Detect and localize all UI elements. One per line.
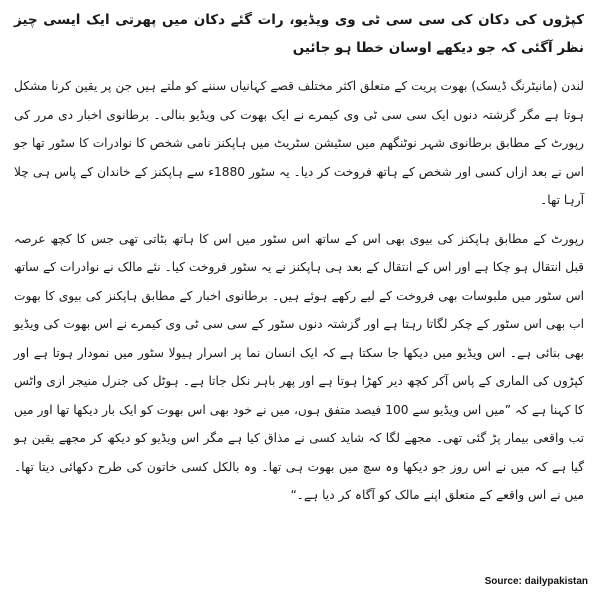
- article: [14, 6, 584, 520]
- article-paragraph-2: رپورٹ کے مطابق ہاپکنز کی بیوی بھی اس کے ساتھ اس سٹور میں اس کا ہاتھ بٹاتی تھی جس کا کچھ عرصہ قبل انتقال ہو چکا ہے اور اس کے انتقال کے بعد ہی ہاپکنز نے یہ سٹور فروخت کیا۔ نئے مالک نے نوادرات کے ساتھ اس سٹور میں ملبوسات بھی فروخت کے لیے رکھے ہوئے ہیں۔ برطانوی اخبار کے مطابق ہاپکنز کی بیوی کا بھوت اب بھی اس سٹور کے چکر لگاتا رہتا ہے اور گزشتہ دنوں سٹور کے سی سی ٹی وی کیمرے نے اس بھوت کی ویڈیو بھی بنائی ہے۔ اس ویڈیو میں دیکھا جا سکتا ہے کہ ایک انسان نما پر اسرار ہیولا سٹور میں نمودار ہوتا ہے اور کپڑوں کی الماری کے پاس آکر کچھ دیر کھڑا ہوتا ہے اور پھر باہر نکل جاتا ہے۔ ہوٹل کی جنرل منیجر ازی واٹس کا کہنا ہے کہ ”میں اس ویڈیو سے 100 فیصد متفق ہوں، میں نے خود بھی اس بھوت کو ایک بار دیکھا تھا اور میں تب واقعی بیمار پڑ گئی تھی۔ مجھے لگا کہ شاید کسی نے مذاق کیا ہے مگر اس ویڈیو کو دیکھ کر مجھے یقین ہو گیا ہے کہ میں نے اس روز جو دیکھا وہ سچ میں بھوت ہی تھا۔ وہ بالکل کسی خاتون کی طرح دکھائی دیتا تھا۔ میں نے اس واقعے کے متعلق اپنے مالک کو آگاہ کر دیا ہے۔“: [14, 231, 584, 502]
- source-credit: [485, 576, 588, 587]
- source-label: Source:: [484, 576, 522, 587]
- article-headline: کپڑوں کی دکان کی سی سی ٹی وی ویڈیو، رات گئے دکان میں پھرتی ایک ایسی چیز نظر آگئی کہ جو دیکھے اوسان خطا ہو جائیں: [14, 12, 584, 56]
- source-name: dailypakistan: [524, 576, 588, 587]
- article-paragraph-1: لندن (مانیٹرنگ ڈیسک) بھوت پریت کے متعلق اکثر مختلف قصے کہانیاں سننے کو ملتے ہیں جن پر یقین کرنا مشکل ہوتا ہے مگر گزشتہ دنوں ایک سی سی ٹی وی کیمرے نے ایک بھوت کی ویڈیو بنالی۔ برطانوی اخبار دی مرر کی رپورٹ کے مطابق برطانوی شہر نوٹنگھم میں سٹیشن سٹریٹ میں ہاپکنز نامی شخص کا نوادرات کا سٹور تھا جو اس نے بعد ازاں کسی اور شخص کے ہاتھ فروخت کر دیا۔ یہ سٹور 1880ء سے ہاپکنز کے خاندان کے پاس ہی چلا آرہا تھا۔: [14, 79, 584, 207]
